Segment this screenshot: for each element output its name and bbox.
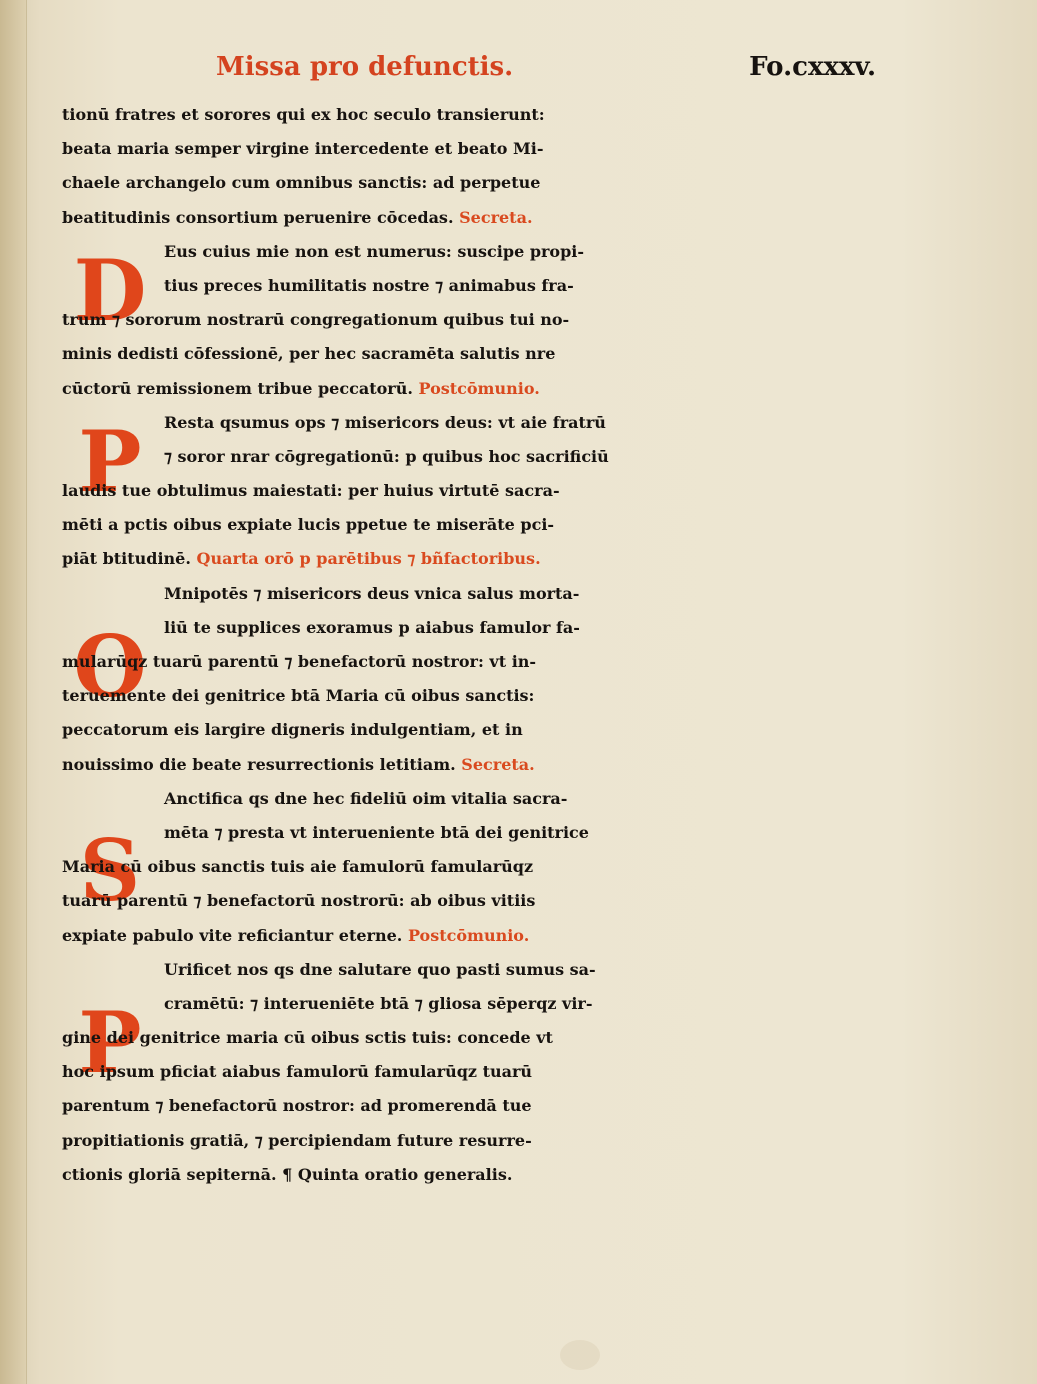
line-text: ctionis gloriā sepiternā. <box>62 1164 277 1184</box>
text-line <box>62 372 882 406</box>
line-text: piāt btitudinē. <box>62 549 191 569</box>
text-line: tuarū parentū ⁊ benefactorū nostrorū: ab oibus vitiis <box>62 891 536 911</box>
text-line: Urificet nos qs dne salutare quo pasti sumus sa- <box>164 959 596 979</box>
rubric-postcommunio: Postcōmunio. <box>407 925 530 945</box>
text-line: mēta ⁊ presta vt interueniente btā dei genitrice <box>164 822 589 842</box>
text-line: laudis tue obtulimus maiestati: per huius virtutē sacra- <box>62 481 560 501</box>
text-line: trum ⁊ sororum nostrarū congregationum quibus tui no- <box>62 310 570 330</box>
initial-p-second: P <box>78 993 142 1092</box>
text-line: mēti a pctis oibus expiate lucis ppetue te miserāte pci- <box>62 515 555 535</box>
text-line: Resta qsumus ops ⁊ misericors deus: vt aie fratrū <box>164 412 606 432</box>
text-line: Anctifica qs dne hec fideliū oim vitalia sacra- <box>164 788 568 808</box>
rubric-quarta-oratio: Quarta orō p parētibus ⁊ bñfactoribus. <box>196 549 541 569</box>
initial-s: S <box>79 821 141 920</box>
text-line <box>62 919 882 953</box>
text-line <box>62 201 882 235</box>
text-line: mularūqz tuarū parentū ⁊ benefactorū nostror: vt in- <box>62 652 537 671</box>
text-line: minis dedisti cōfessionē, per hec sacramēta salutis nre <box>62 344 556 364</box>
text-line: cramētū: ⁊ interueniēte btā ⁊ gliosa sēperqz vir- <box>164 993 593 1013</box>
text-line: hoc ipsum pficiat aiabus famulorū famularūqz tuarū <box>62 1062 533 1082</box>
text-line: beata maria semper virgine intercedente et beato Mi- <box>62 139 544 159</box>
quinta-oratio-heading: ¶ Quinta oratio generalis. <box>282 1164 513 1184</box>
text-block <box>62 98 882 1192</box>
text-line: gine dei genitrice maria cū oibus sctis tuis: concede vt <box>62 1028 553 1048</box>
running-title: Missa pro defunctis. <box>216 52 514 82</box>
initial-d: D <box>73 241 147 340</box>
text-line: propitiationis gratiā, ⁊ percipiendam future resurre- <box>62 1130 532 1150</box>
initial-p: P <box>78 412 142 511</box>
line-text: nouissimo die beate resurrectionis letitiam. <box>62 754 456 774</box>
text-line <box>62 748 882 782</box>
text-line <box>62 542 882 576</box>
text-line <box>62 1158 882 1192</box>
rubric-secreta: Secreta. <box>459 207 533 227</box>
text-line: Mnipotēs ⁊ misericors deus vnica salus morta- <box>164 583 580 603</box>
text-line: Maria cū oibus sanctis tuis aie famulorū famularūqz <box>62 857 534 877</box>
text-line: tius preces humilitatis nostre ⁊ animabus fra- <box>164 275 574 295</box>
text-line: tionū fratres et sorores qui ex hoc seculo transierunt: <box>62 105 545 124</box>
line-text: cūctorū remissionem tribue peccatorū. <box>62 378 413 398</box>
initial-o: O <box>73 617 147 716</box>
text-line: teruemente dei genitrice btā Maria cū oibus sanctis: <box>62 686 535 706</box>
text-line: parentum ⁊ benefactorū nostror: ad promerendā tue <box>62 1096 532 1116</box>
text-line: peccatorum eis largire digneris indulgentiam, et in <box>62 720 523 740</box>
rubric-postcommunio: Postcōmunio. <box>418 378 540 398</box>
text-line: chaele archangelo cum omnibus sanctis: ad perpetue <box>62 173 541 193</box>
line-text: beatitudinis consortium peruenire cōcedas. <box>62 207 454 227</box>
text-line: Eus cuius mie non est numerus: suscipe propi- <box>164 241 585 261</box>
text-line: liū te supplices exoramus p aiabus famulor fa- <box>164 617 580 637</box>
page-header <box>216 52 876 92</box>
paper-stain <box>560 1340 600 1370</box>
text-line: ⁊ soror nrar cōgregationū: p quibus hoc sacrificiū <box>164 446 609 466</box>
rubric-secreta: Secreta. <box>461 754 535 774</box>
folio-number: Fo.cxxxv. <box>749 52 876 82</box>
line-text: expiate pabulo vite reficiantur eterne. <box>62 925 403 945</box>
